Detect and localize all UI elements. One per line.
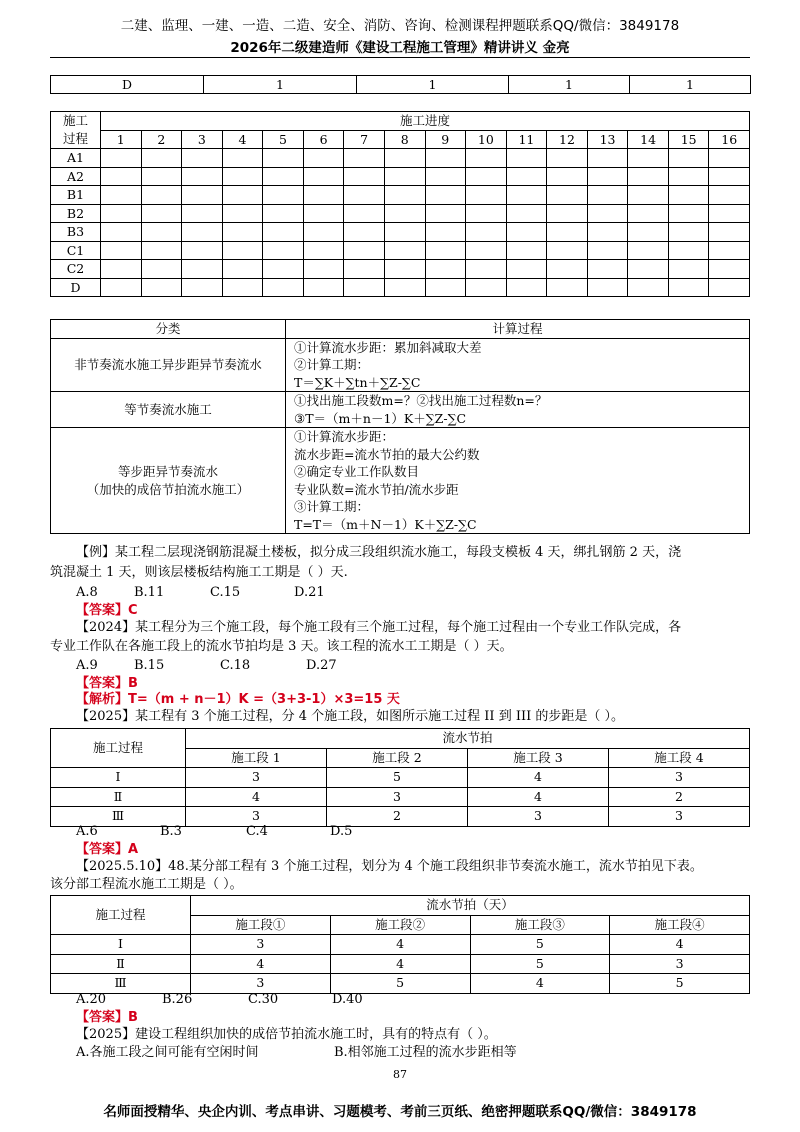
grid-cell <box>587 204 628 223</box>
option: C.15 <box>210 585 241 600</box>
header-line-1: 二建、监理、一建、一造、二造、安全、消防、咨询、检测课程押题联系QQ/微信：3849178 <box>120 18 680 34</box>
question-stem: 【2025】某工程有 3 个施工过程，分 4 个施工段，如图所示施工过程 II 到 III 的步距是（ ）。 <box>76 709 624 724</box>
column-header: 施工过程 <box>51 729 186 768</box>
option: A.9 <box>76 658 98 673</box>
grid-cell <box>303 241 344 260</box>
table-cell: 5 <box>610 974 750 994</box>
column-header: 施工段 4 <box>609 748 750 768</box>
grid-cell <box>263 223 304 242</box>
column-header: 分类 <box>51 320 286 339</box>
grid-cell <box>101 241 142 260</box>
table-cell: 4 <box>191 954 331 974</box>
column-number: 1 <box>101 130 142 149</box>
process-line: ①找出施工段数m=？②找出施工过程数n=？ <box>294 393 548 408</box>
table-cell: 2 <box>609 787 750 807</box>
table-row <box>51 896 750 916</box>
process-cell <box>286 338 750 392</box>
grid-cell <box>506 167 547 186</box>
grid-cell <box>506 260 547 279</box>
category-cell <box>51 428 286 534</box>
table-cell: 5 <box>327 768 468 788</box>
grid-cell <box>141 167 182 186</box>
grid-cell <box>141 260 182 279</box>
footer-text: 名师面授精华、央企内训、考点串讲、习题模考、考前三页纸、绝密押题联系QQ/微信：3849178 <box>103 1104 697 1120</box>
grid-cell <box>709 260 750 279</box>
grid-cell <box>587 186 628 205</box>
grid-cell <box>182 260 223 279</box>
grid-cell <box>263 204 304 223</box>
grid-cell <box>303 260 344 279</box>
grid-cell <box>101 204 142 223</box>
category-line: （加快的成倍节拍流水施工） <box>86 481 250 497</box>
grid-cell <box>101 223 142 242</box>
question-stem: 筑混凝土 1 天，则该层楼板结构施工工期是（ ）天. <box>50 565 348 580</box>
table-cell: 3 <box>186 807 327 827</box>
process-line: T＝∑K＋∑tn＋∑Z-∑C <box>294 374 421 390</box>
grid-cell <box>141 186 182 205</box>
table-cell: 3 <box>186 768 327 788</box>
grid-cell <box>182 149 223 168</box>
process-label: Ⅱ <box>51 954 191 974</box>
column-number: 14 <box>628 130 669 149</box>
grid-cell <box>668 149 709 168</box>
table-cell: 5 <box>470 935 610 955</box>
grid-cell <box>222 278 263 297</box>
options-row <box>50 656 786 676</box>
header-title: 2026年二级建造师《建设工程施工管理》精讲讲义 金亮 <box>230 40 570 56</box>
table-cell: 5 <box>330 974 470 994</box>
grid-cell <box>344 204 385 223</box>
table-row <box>51 392 750 428</box>
table-top-row <box>50 75 751 94</box>
column-header: 施工段④ <box>610 915 750 935</box>
grid-cell <box>222 186 263 205</box>
grid-cell <box>466 278 507 297</box>
table-cell: 4 <box>186 787 327 807</box>
header-rule <box>50 57 750 58</box>
grid-cell <box>547 167 588 186</box>
option: A.8 <box>76 585 98 600</box>
grid-cell <box>425 260 466 279</box>
table-cell: 4 <box>330 954 470 974</box>
table-row <box>51 204 750 223</box>
grid-cell <box>466 186 507 205</box>
table-cell: D <box>51 76 204 94</box>
grid-cell <box>101 167 142 186</box>
question-stem: 【2025.5.10】48.某分部工程有 3 个施工过程，划分为 4 个施工段组织非节奏流水施工，流水节拍见下表。 <box>76 859 703 874</box>
option: B.11 <box>134 585 165 600</box>
table-cell: 1 <box>204 76 357 94</box>
process-line: T=T＝（m＋N－1）K＋∑Z-∑C <box>294 516 477 532</box>
column-number: 2 <box>141 130 182 149</box>
grid-cell <box>628 186 669 205</box>
rhythm-table <box>50 728 750 827</box>
grid-cell <box>263 241 304 260</box>
process-label: A2 <box>51 167 101 186</box>
process-line: ②计算工期： <box>294 357 370 372</box>
process-label: B1 <box>51 186 101 205</box>
process-label: Ⅱ <box>51 787 186 807</box>
table-row <box>51 149 750 168</box>
grid-cell <box>466 149 507 168</box>
grid-cell <box>709 167 750 186</box>
table-cell: 3 <box>191 935 331 955</box>
options-row <box>50 822 786 842</box>
grid-cell <box>628 223 669 242</box>
grid-cell <box>182 241 223 260</box>
grid-cell <box>303 223 344 242</box>
table-row <box>51 768 750 788</box>
grid-cell <box>628 260 669 279</box>
table-row <box>51 729 750 749</box>
table-row <box>51 112 750 131</box>
table-cell: 3 <box>327 787 468 807</box>
process-line: ①计算流水步距： <box>294 429 395 444</box>
grid-cell <box>141 223 182 242</box>
grid-cell <box>587 278 628 297</box>
table-cell: 3 <box>609 768 750 788</box>
table-cell: 3 <box>468 807 609 827</box>
grid-cell <box>384 278 425 297</box>
grid-cell <box>506 204 547 223</box>
grid-cell <box>668 223 709 242</box>
table-cell: 4 <box>468 787 609 807</box>
grid-cell <box>141 278 182 297</box>
grid-cell <box>506 223 547 242</box>
process-line: ③计算工期： <box>294 499 370 514</box>
grid-cell <box>628 278 669 297</box>
table-cell: 1 <box>509 76 630 94</box>
column-number: 4 <box>222 130 263 149</box>
process-line: 专业队数=流水节拍/流水步距 <box>294 481 459 497</box>
grid-cell <box>384 186 425 205</box>
grid-cell <box>263 278 304 297</box>
option: B.3 <box>160 824 182 839</box>
grid-cell <box>263 149 304 168</box>
table-cell: 5 <box>470 954 610 974</box>
grid-cell <box>587 241 628 260</box>
grid-cell <box>668 204 709 223</box>
grid-cell <box>182 167 223 186</box>
options-row <box>50 990 786 1010</box>
table-row <box>51 954 750 974</box>
answer-label: 【答案】B <box>76 676 138 691</box>
grid-cell <box>425 241 466 260</box>
grid-cell <box>263 260 304 279</box>
option: D.27 <box>306 658 337 673</box>
grid-cell <box>222 167 263 186</box>
process-line: 流水步距=流水节拍的最大公约数 <box>294 446 480 462</box>
column-number: 11 <box>506 130 547 149</box>
grid-cell <box>506 241 547 260</box>
table-row <box>51 787 750 807</box>
option: C.30 <box>248 992 279 1007</box>
grid-cell <box>547 278 588 297</box>
grid-cell <box>384 223 425 242</box>
column-number: 5 <box>263 130 304 149</box>
table-row <box>51 260 750 279</box>
header-text: 施工 <box>62 113 88 128</box>
grid-cell <box>182 204 223 223</box>
table-row <box>51 76 751 94</box>
grid-cell <box>344 223 385 242</box>
grid-cell <box>303 167 344 186</box>
grid-cell <box>384 167 425 186</box>
column-header: 施工过程 <box>51 896 191 935</box>
table-row <box>51 223 750 242</box>
rhythm-table-days <box>50 895 750 994</box>
grid-cell <box>547 241 588 260</box>
grid-cell <box>303 186 344 205</box>
options-row <box>50 583 786 603</box>
option: D.5 <box>330 824 353 839</box>
grid-cell <box>547 223 588 242</box>
table-row <box>51 320 750 339</box>
grid-cell <box>425 167 466 186</box>
grid-cell <box>263 186 304 205</box>
table-cell: 4 <box>610 935 750 955</box>
grid-cell <box>303 204 344 223</box>
grid-cell <box>668 186 709 205</box>
table-row <box>51 338 750 392</box>
grid-cell <box>547 204 588 223</box>
table-row <box>51 167 750 186</box>
category-cell: 非节奏流水施工异步距异节奏流水 <box>51 338 286 392</box>
analysis-label: 【解析】T=（m + n－1）K =（3+3-1）×3=15 天 <box>76 692 400 707</box>
process-line: ①计算流水步距：累加斜减取大差 <box>294 339 482 355</box>
option: A.各施工段之间可能有空闲时间 <box>76 1045 259 1060</box>
column-number: 8 <box>384 130 425 149</box>
grid-cell <box>141 204 182 223</box>
table-cell: 3 <box>191 974 331 994</box>
column-header: 施工段 2 <box>327 748 468 768</box>
grid-cell <box>628 241 669 260</box>
grid-cell <box>344 241 385 260</box>
grid-cell <box>222 223 263 242</box>
option: C.18 <box>220 658 251 673</box>
grid-cell <box>628 149 669 168</box>
column-header: 流水节拍 <box>186 729 750 749</box>
grid-cell <box>222 241 263 260</box>
column-header: 施工进度 <box>101 112 750 131</box>
grid-cell <box>222 149 263 168</box>
grid-cell <box>587 167 628 186</box>
question-stem: 【例】某工程二层现浇钢筋混凝土楼板，拟分成三段组织流水施工，每段支模板 4 天，绑扎钢筋 2 天，浇 <box>76 545 682 560</box>
grid-cell <box>709 241 750 260</box>
answer-label: 【答案】A <box>76 842 139 857</box>
grid-cell <box>425 186 466 205</box>
process-label: C2 <box>51 260 101 279</box>
process-label: B2 <box>51 204 101 223</box>
grid-cell <box>182 278 223 297</box>
grid-cell <box>628 204 669 223</box>
header-text: 过程 <box>62 131 88 146</box>
table-cell: 1 <box>630 76 751 94</box>
question-stem: 【2024】某工程分为三个施工段，每个施工段有三个施工过程，每个施工过程由一个专业工作队完成，各 <box>76 620 682 635</box>
answer-label: 【答案】B <box>76 1010 138 1025</box>
grid-cell <box>668 241 709 260</box>
table-row <box>51 278 750 297</box>
answer-label: 【答案】C <box>76 603 138 618</box>
column-number: 3 <box>182 130 223 149</box>
grid-cell <box>344 149 385 168</box>
grid-cell <box>466 260 507 279</box>
table-cell: 1 <box>357 76 509 94</box>
table-row <box>51 241 750 260</box>
options-row <box>50 1043 786 1063</box>
grid-cell <box>587 223 628 242</box>
process-label: C1 <box>51 241 101 260</box>
process-cell <box>286 392 750 428</box>
grid-cell <box>425 204 466 223</box>
column-header: 施工段③ <box>470 915 610 935</box>
grid-cell <box>101 149 142 168</box>
grid-cell <box>709 223 750 242</box>
grid-cell <box>182 223 223 242</box>
process-label: A1 <box>51 149 101 168</box>
grid-cell <box>668 278 709 297</box>
grid-cell <box>547 149 588 168</box>
column-header <box>51 112 101 149</box>
category-line: 等步距异节奏流水 <box>117 464 218 479</box>
column-header: 流水节拍（天） <box>191 896 750 916</box>
grid-cell <box>384 204 425 223</box>
grid-cell <box>101 186 142 205</box>
page-number: 87 <box>393 1068 407 1081</box>
grid-cell <box>222 204 263 223</box>
table-row <box>51 428 750 534</box>
grid-cell <box>547 260 588 279</box>
column-header: 施工段② <box>330 915 470 935</box>
grid-cell <box>344 260 385 279</box>
table-cell: 3 <box>609 807 750 827</box>
option: B.15 <box>134 658 165 673</box>
grid-cell <box>628 167 669 186</box>
grid-cell <box>425 278 466 297</box>
grid-cell <box>222 260 263 279</box>
grid-cell <box>506 186 547 205</box>
table-cell: 2 <box>327 807 468 827</box>
process-line: ②确定专业工作队数目 <box>294 464 420 479</box>
process-label: D <box>51 278 101 297</box>
grid-cell <box>182 186 223 205</box>
grid-cell <box>384 260 425 279</box>
column-number: 6 <box>303 130 344 149</box>
question-stem: 专业工作队在各施工段上的流水节拍均是 3 天。该工程的流水工工期是（ ）天。 <box>50 639 513 654</box>
grid-cell <box>344 278 385 297</box>
grid-cell <box>506 149 547 168</box>
grid-cell <box>141 149 182 168</box>
grid-cell <box>709 204 750 223</box>
column-number: 12 <box>547 130 588 149</box>
column-number: 15 <box>668 130 709 149</box>
grid-cell <box>344 186 385 205</box>
grid-cell <box>384 241 425 260</box>
option: D.21 <box>294 585 325 600</box>
grid-cell <box>466 167 507 186</box>
grid-cell <box>384 149 425 168</box>
grid-cell <box>466 241 507 260</box>
grid-cell <box>303 149 344 168</box>
process-label: Ⅰ <box>51 935 191 955</box>
table-row <box>51 935 750 955</box>
option: A.20 <box>76 992 107 1007</box>
table-cell: 4 <box>468 768 609 788</box>
column-number: 9 <box>425 130 466 149</box>
grid-cell <box>425 149 466 168</box>
grid-cell <box>709 149 750 168</box>
grid-cell <box>303 278 344 297</box>
column-number: 7 <box>344 130 385 149</box>
option: B.相邻施工过程的流水步距相等 <box>334 1045 517 1060</box>
process-label: Ⅲ <box>51 807 186 827</box>
grid-cell <box>709 186 750 205</box>
grid-cell <box>263 167 304 186</box>
table-cell: 4 <box>470 974 610 994</box>
process-label: Ⅰ <box>51 768 186 788</box>
grid-cell <box>141 241 182 260</box>
table-row <box>51 186 750 205</box>
process-label: B3 <box>51 223 101 242</box>
table-cell: 4 <box>330 935 470 955</box>
grid-cell <box>668 167 709 186</box>
grid-cell <box>587 149 628 168</box>
option: A.6 <box>76 824 98 839</box>
column-number: 10 <box>466 130 507 149</box>
process-cell <box>286 428 750 534</box>
grid-cell <box>466 204 507 223</box>
grid-cell <box>709 278 750 297</box>
category-cell: 等节奏流水施工 <box>51 392 286 428</box>
grid-cell <box>547 186 588 205</box>
grid-cell <box>344 167 385 186</box>
column-number: 13 <box>587 130 628 149</box>
column-header: 施工段 3 <box>468 748 609 768</box>
grid-cell <box>668 260 709 279</box>
grid-cell <box>101 260 142 279</box>
process-line: ③T＝（m＋n－1）K＋∑Z-∑C <box>294 410 467 426</box>
question-stem: 该分部工程流水施工工期是（ ）。 <box>50 877 243 892</box>
classification-table <box>50 319 750 534</box>
grid-cell <box>466 223 507 242</box>
process-label: Ⅲ <box>51 974 191 994</box>
column-header: 施工段① <box>191 915 331 935</box>
schedule-grid-table <box>50 111 750 297</box>
option: C.4 <box>246 824 268 839</box>
grid-cell <box>101 278 142 297</box>
column-number: 16 <box>709 130 750 149</box>
option: B.26 <box>162 992 193 1007</box>
column-header: 施工段 1 <box>186 748 327 768</box>
table-cell: 3 <box>610 954 750 974</box>
table-row <box>51 130 750 149</box>
question-stem: 【2025】建设工程组织加快的成倍节拍流水施工时，具有的特点有（ ）。 <box>76 1027 497 1042</box>
grid-cell <box>506 278 547 297</box>
column-header: 计算过程 <box>286 320 750 339</box>
grid-cell <box>425 223 466 242</box>
grid-cell <box>587 260 628 279</box>
option: D.40 <box>332 992 363 1007</box>
